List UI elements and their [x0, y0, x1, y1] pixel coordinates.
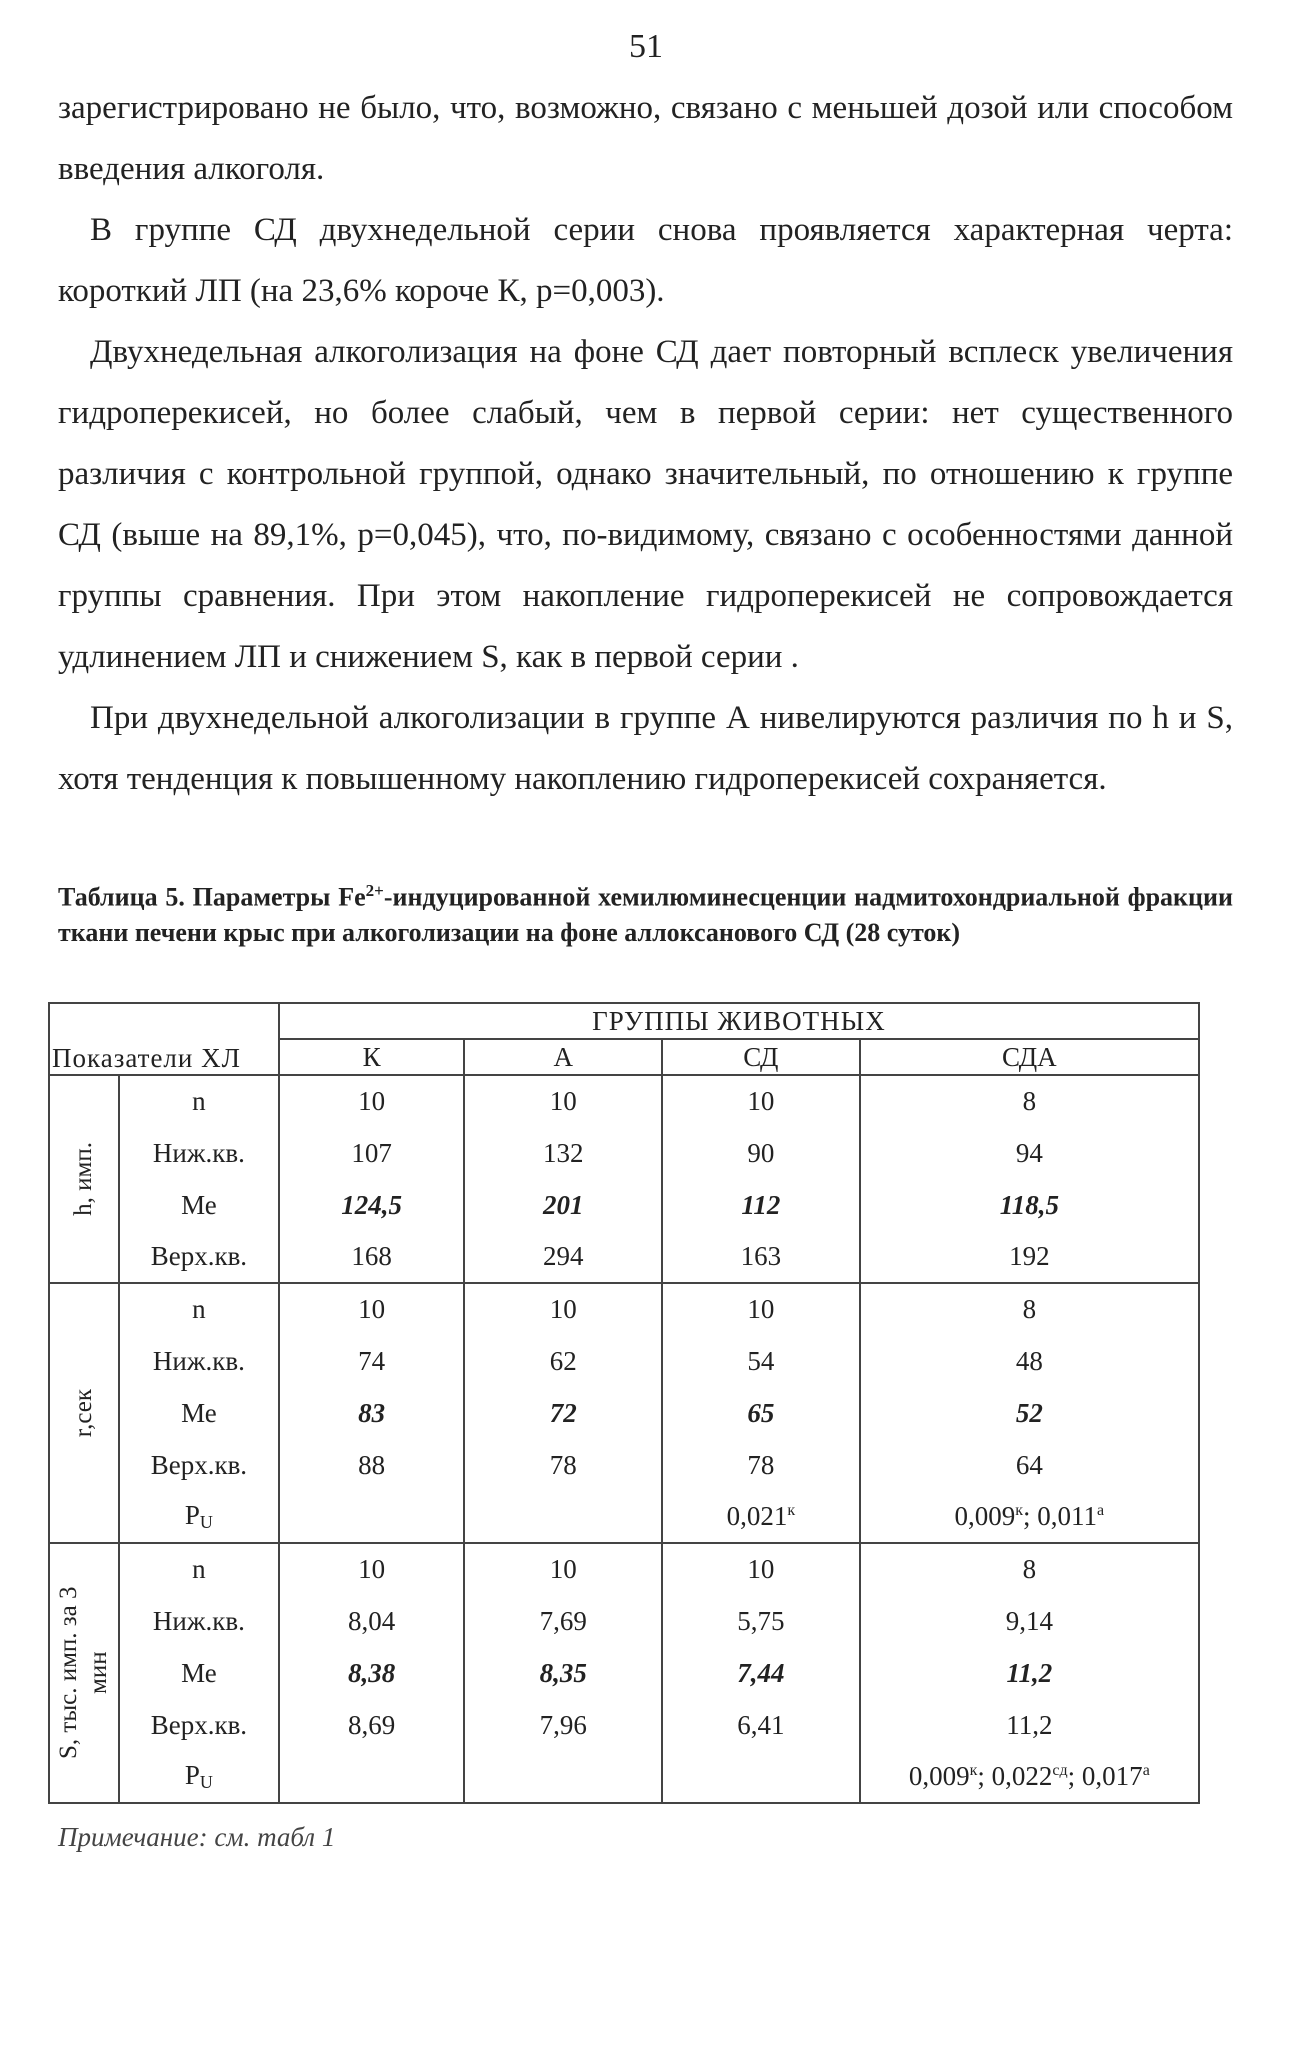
paragraph-2: В группе СД двухнедельной серии снова проявляется характерная черта: короткий ЛП (на 23,6% короче К, р=0,003). [58, 212, 1233, 309]
table-row: Ме 83 72 65 52 [49, 1387, 1199, 1439]
page-number: 51 [629, 28, 663, 65]
table-note: Примечание: см. табл 1 [58, 1822, 336, 1852]
col-header-k: К [279, 1039, 465, 1075]
col-header-sda: СДА [860, 1039, 1199, 1075]
table-row: $P_U$ $0,009^к$; $0,022^{сд}$; $0,017^а$ [49, 1751, 1199, 1803]
paragraph-1: зарегистрировано не было, что, возможно, связано с меньшей дозой или способом введения алкоголя. [58, 90, 1233, 187]
table-row: S, тыс. имп. за 3 мин n 10 10 10 8 [49, 1543, 1199, 1595]
col-header-sd: СД [662, 1039, 860, 1075]
header-groups: ГРУППЫ ЖИВОТНЫХ [279, 1003, 1199, 1039]
header-indicators: Показатели ХЛ [49, 1003, 279, 1075]
body-text [58, 78, 1233, 810]
data-table [48, 1002, 1200, 1804]
table-row: Верх.кв. 8,69 7,96 6,41 11,2 [49, 1699, 1199, 1751]
table-row: h, имп. n 10 10 10 8 [49, 1075, 1199, 1127]
section-label-r: r,сек [49, 1283, 119, 1543]
section-label-h: h, имп. [49, 1075, 119, 1283]
table-row: Ме 8,38 8,35 7,44 11,2 [49, 1647, 1199, 1699]
table-row: r,сек n 10 10 10 8 [49, 1283, 1199, 1335]
table-row: $P_U$ $0,021^к$ $0,009^к$; $0,011^а$ [49, 1491, 1199, 1543]
paragraph-4: При двухнедельной алкоголизации в группе А нивелируются различия по h и S, хотя тенденция к повышенному накоплению гидроперекисей сохраняется. [58, 700, 1233, 797]
section-label-s: S, тыс. имп. за 3 мин [49, 1543, 119, 1803]
table-row: Ниж.кв. 107 132 90 94 [49, 1127, 1199, 1179]
table-row: Ниж.кв. 74 62 54 48 [49, 1335, 1199, 1387]
table-row: Верх.кв. 88 78 78 64 [49, 1439, 1199, 1491]
col-header-a: А [464, 1039, 662, 1075]
table-row: Ме 124,5 201 112 118,5 [49, 1179, 1199, 1231]
paragraph-3: Двухнедельная алкоголизация на фоне СД дает повторный всплеск увеличения гидроперекисей, но более слабый, чем в первой серии: нет существенного различия с контрольной группой, однако значительный, по отношению к группе СД (выше на 89,1%, р=0,045), что, по-видимому, связано с особенностями данной группы сравнения. При этом накопление гидроперекисей не сопровождается удлинением ЛП и снижением S, как в первой серии . [58, 334, 1233, 675]
table-caption: Таблица 5. Параметры $Fe^{2+}$-индуцированной хемилюминесценции надмитохондриальной фракции ткани печени крыс при алкоголизации на фоне аллоксанового СД (28 суток) [58, 881, 1233, 947]
table-row: Верх.кв. 168 294 163 192 [49, 1231, 1199, 1283]
table-row: Ниж.кв. 8,04 7,69 5,75 9,14 [49, 1595, 1199, 1647]
